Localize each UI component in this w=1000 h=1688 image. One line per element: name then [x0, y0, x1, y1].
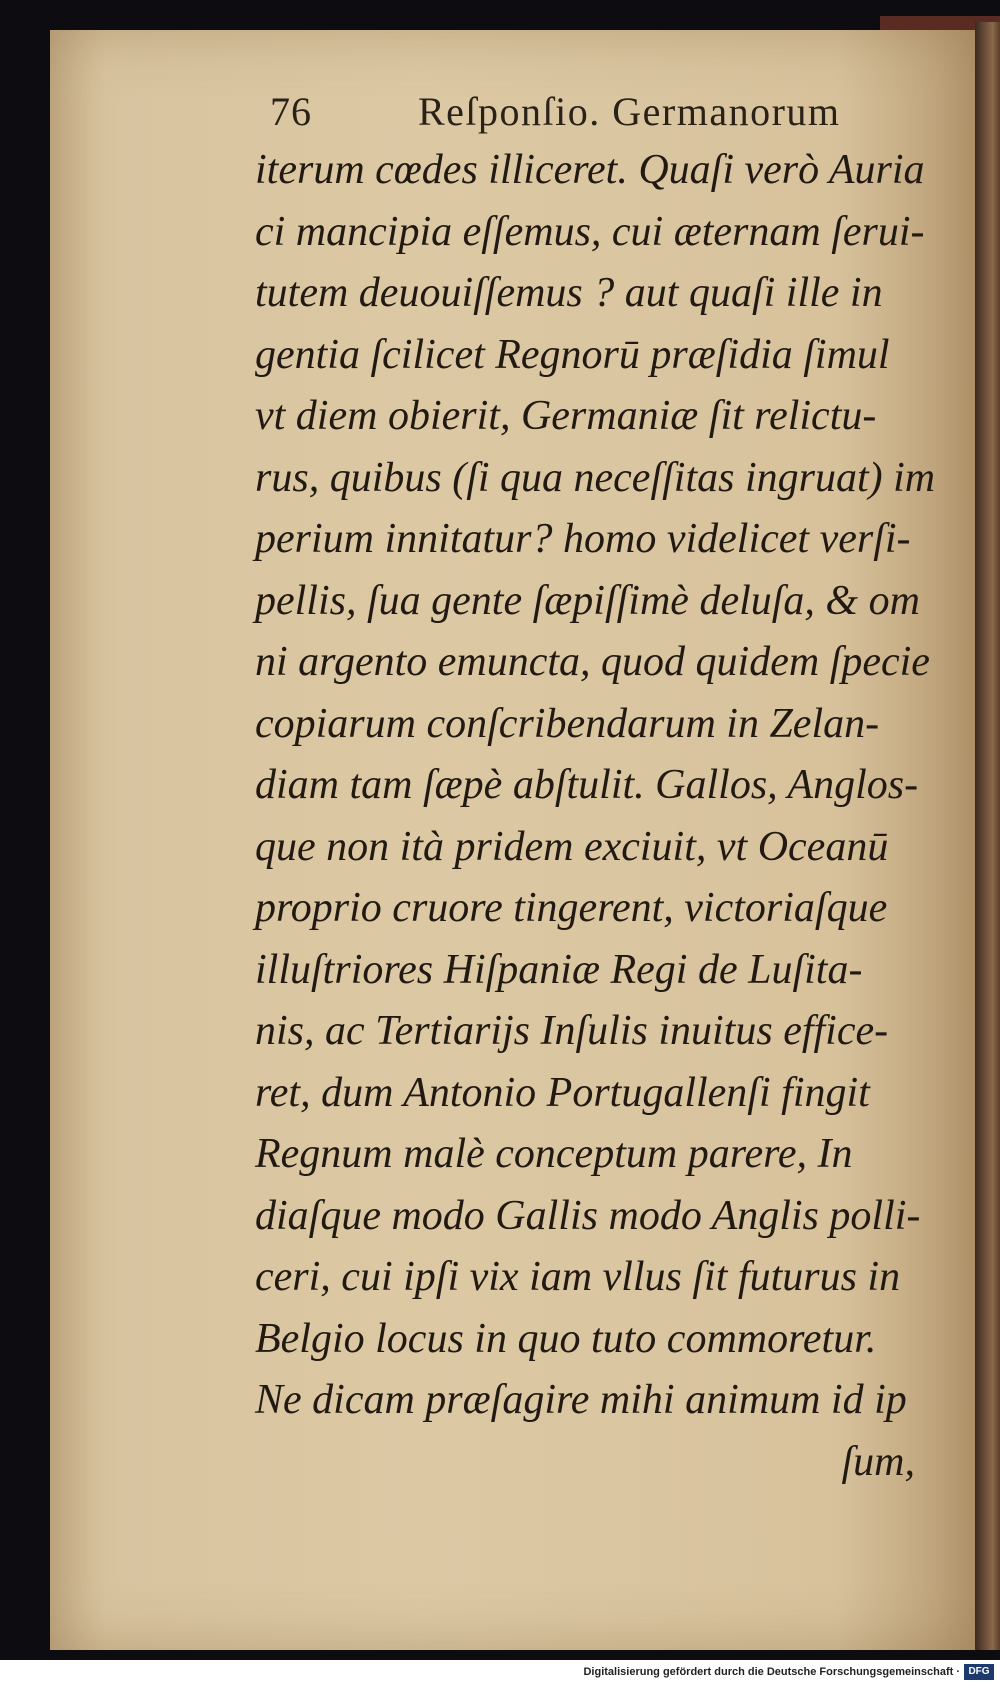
text-line: Belgio locus in quo tuto commoretur. [255, 1315, 877, 1362]
text-line: Regnum malè conceptum parere, In [255, 1131, 853, 1177]
page-number: 76 [270, 89, 312, 134]
text-line: ceri, cui ipſi vix iam vllus ſit futurus in [255, 1254, 901, 1300]
catchword: ſum, [841, 1438, 915, 1485]
digitization-footer [0, 1660, 1000, 1688]
text-line: diaſque modo Gallis modo Anglis polli- [255, 1192, 921, 1239]
text-line: copiarum conſcribendarum in Zelan- [255, 700, 880, 747]
text-line: rus, quibus (ſi qua neceſſitas ingruat) im [255, 454, 936, 501]
text-line: ret, dum Antonio Portugallenſi fingit [255, 1069, 870, 1116]
text-line: que non ità pridem exciuit, vt Oceanū [255, 823, 889, 870]
text-line: vt diem obierit, Germaniæ ſit relictu- [255, 393, 877, 439]
text-line: iterum cœdes illiceret. Quaſi verò Auria [255, 147, 925, 193]
text-line: proprio cruore tingerent, victoriaſque [255, 885, 888, 931]
page-header [270, 88, 920, 148]
dfg-logo: DFG [964, 1664, 994, 1680]
text-line: nis, ac Tertiarijs Inſulis inuitus effice- [255, 1008, 889, 1054]
body-text [255, 140, 955, 1493]
text-line: ci mancipia eſſemus, cui æternam ſerui- [255, 208, 925, 255]
running-head: Reſponſio. Germanorum [418, 89, 841, 134]
text-line: diam tam ſæpè abſtulit. Gallos, Anglos- [255, 762, 919, 808]
funding-credit: Digitalisierung gefördert durch die Deutsche Forschungsgemeinschaft · [583, 1666, 960, 1678]
text-line: gentia ſcilicet Regnorū præſidia ſimul [255, 331, 890, 378]
text-line: ni argento emuncta, quod quidem ſpecie [255, 639, 930, 685]
facing-page-edge [975, 22, 1000, 1650]
text-line: illuſtriores Hiſpaniæ Regi de Luſita- [255, 946, 863, 993]
text-line: tutem deuouiſſemus ? aut quaſi ille in [255, 270, 883, 316]
text-line: perium innitatur? homo videlicet verſi- [255, 516, 911, 562]
text-line: Ne dicam præſagire mihi animum id ip [255, 1377, 907, 1423]
text-line: pellis, ſua gente ſæpiſſimè deluſa, & om [255, 577, 920, 624]
